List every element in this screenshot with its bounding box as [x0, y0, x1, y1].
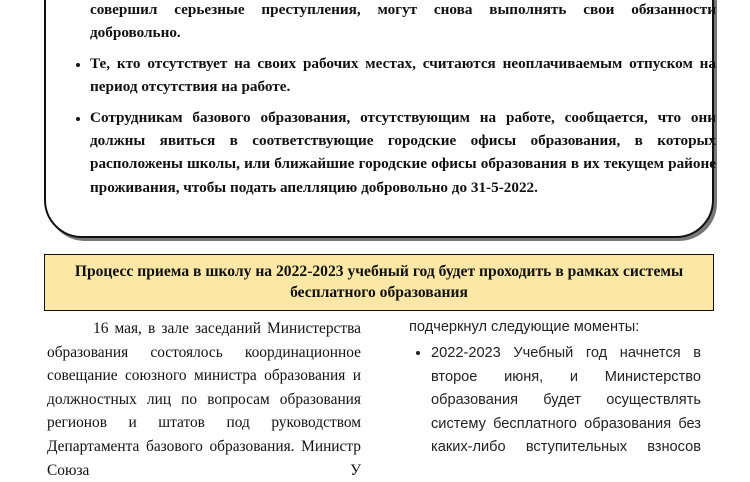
- banner-title: Процесс приема в школу на 2022-2023 учебный год будет проходить в рамках системы бесплатного образования: [74, 263, 684, 301]
- section-banner: [44, 254, 714, 311]
- notice-item: • Те, кто отсутствует на своих рабочих местах, считаются неоплачиваемым отпуском на период отсутствия на работе.: [90, 52, 716, 99]
- notice-item: совершил серьезные преступления, могут снова выполнять свои обязанности добровольно.: [90, 1, 716, 42]
- article-bullet-list: [409, 342, 701, 459]
- article-paragraph: 16 мая, в зале заседаний Министерства образования состоялось координационное совещание союзного министра образования и должностных лиц по вопросам образования регионов и штатов под руководством Департамента базового образования. Министр Союза У: [47, 320, 361, 479]
- notice-box: [44, 0, 714, 238]
- article-bullet-item: • 2022-2023 Учебный год начнется в второе июня, и Министерство образования будет осуществлять систему бесплатного образования без каких-либо вступительных взносов: [431, 342, 701, 459]
- article-right-column: [409, 316, 701, 459]
- notice-item: • Сотрудникам базового образования, отсутствующим на работе, сообщается, что они должны явиться в соответствующие городские офисы образования, в которых расположены школы, или ближайшие городские офисы образования в их текущем районе проживания, чтобы подать апелляцию добровольно до 31-5-2022.: [90, 106, 716, 200]
- article-lead-text: подчеркнул следующие моменты:: [409, 319, 640, 335]
- article-left-column: [47, 317, 361, 482]
- notice-list: [66, 0, 716, 206]
